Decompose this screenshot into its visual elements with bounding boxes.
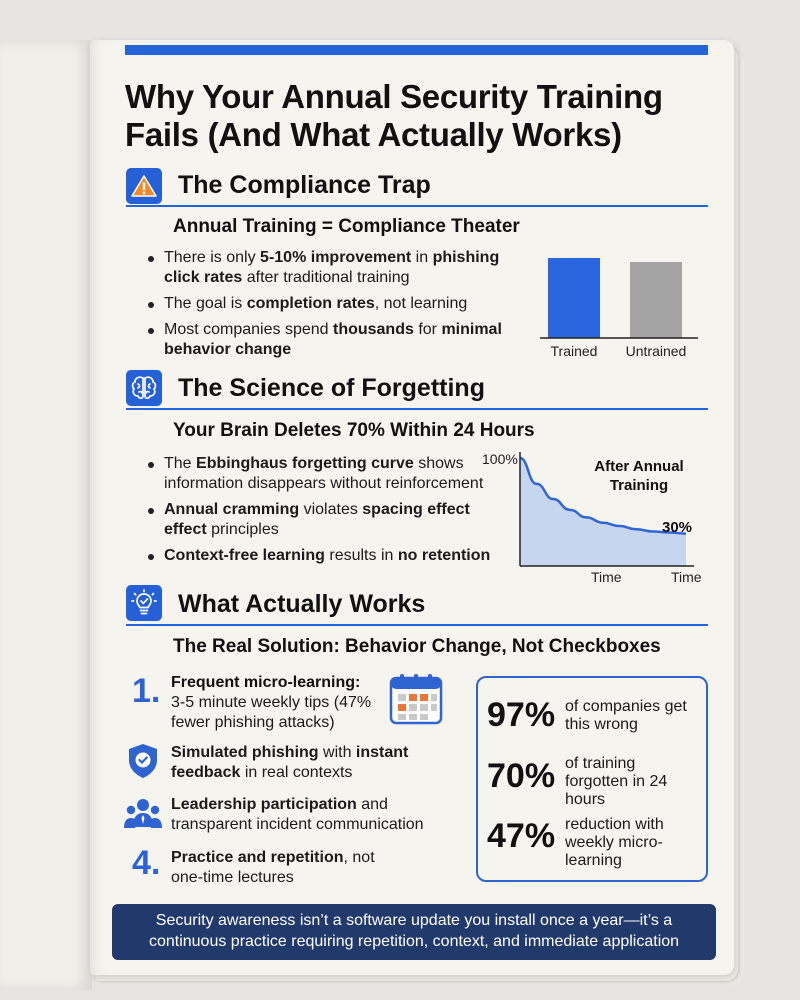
bullet-list-compliance	[146, 248, 516, 366]
bold-text: Simulated phishing	[171, 744, 319, 761]
bold-text: no retention	[397, 547, 491, 564]
text-span: results in	[324, 547, 398, 564]
bold-text: phishing click rates	[164, 249, 500, 286]
text-span: , not learning	[374, 295, 468, 312]
text-span: The	[164, 455, 197, 472]
works-item-2	[171, 743, 471, 783]
text-span: , not one-time lectures	[171, 849, 375, 886]
bold-text: Annual cramming	[164, 501, 300, 518]
text-span: shows information disappears without reinforcement	[164, 455, 484, 492]
top-accent-bar	[125, 45, 708, 55]
works-item-text: 3-5 minute weekly tips (47% fewer phishing attacks)	[171, 694, 372, 731]
stat-label: reduction with weekly micro-learning	[565, 816, 664, 869]
text-span: and transparent incident communication	[171, 796, 424, 833]
works-item-4	[171, 848, 411, 888]
bold-text: Ebbinghaus forgetting curve	[196, 455, 414, 472]
bold-text: thousands	[332, 321, 414, 338]
section-divider	[126, 624, 708, 626]
works-item-1	[171, 673, 386, 733]
section-title-works: What Actually Works	[178, 590, 426, 618]
bold-text: 5-10% improvement	[260, 249, 412, 266]
stat-label: of training forgotten in 24 hours	[565, 755, 668, 808]
bar-trained	[548, 258, 600, 338]
text-span: in real contexts	[240, 764, 353, 781]
works-item-text	[171, 743, 471, 783]
lightbulb-icon	[126, 585, 162, 621]
bar-chart	[530, 248, 708, 363]
text-span: in	[411, 249, 433, 266]
step-number-1: 1.	[132, 672, 161, 710]
text-span: for	[413, 321, 442, 338]
text-span: Most companies spend	[164, 321, 333, 338]
section-divider	[126, 408, 708, 410]
stat-value: 47%	[487, 817, 556, 855]
bullet-item	[146, 546, 516, 566]
bold-text: instant feedback	[171, 744, 409, 781]
shield-check-icon	[126, 742, 160, 785]
bullet-item	[146, 248, 516, 288]
bar-category-label: Trained	[550, 343, 598, 359]
works-item-text	[171, 848, 411, 888]
y-axis-tick-label: 100%	[482, 451, 518, 467]
page-title: Why Your Annual Security Training Fails (And What Actually Works)	[125, 78, 663, 153]
section-subtitle-forgetting: Your Brain Deletes 70% Within 24 Hours	[173, 420, 535, 441]
text-span: There is only	[164, 249, 261, 266]
bullet-list-forgetting	[146, 454, 516, 572]
works-item-text	[171, 795, 471, 835]
warning-icon	[126, 168, 162, 204]
bold-text: Practice and repetition	[171, 849, 344, 866]
curve-chart-title: After Annual Training	[594, 458, 684, 494]
team-icon	[124, 797, 162, 836]
section-title-forgetting: The Science of Forgetting	[178, 374, 485, 402]
x-axis-label: Time	[591, 569, 622, 585]
bold-text: completion rates	[246, 295, 375, 312]
bullet-item	[146, 320, 516, 360]
stat-value: 70%	[487, 757, 556, 795]
bold-text: minimal behavior change	[164, 321, 502, 358]
text-span: violates	[299, 501, 363, 518]
bullet-item	[146, 500, 516, 540]
section-subtitle-works: The Real Solution: Behavior Change, Not Checkboxes	[173, 636, 661, 657]
stat-label: of companies get this wrong	[565, 698, 687, 733]
footer-banner: Security awareness isn’t a software update you install once a year—it’s a continuous practice requiring repetition, context, and immediate application	[112, 904, 716, 960]
stat-value: 97%	[487, 696, 556, 734]
step-number-4: 4.	[132, 844, 161, 882]
works-item-title: Frequent micro-learning:	[171, 674, 361, 691]
text-span: with	[318, 744, 356, 761]
bold-text: spacing effect effect	[164, 501, 470, 538]
section-subtitle-compliance: Annual Training = Compliance Theater	[173, 216, 520, 237]
text-span: after traditional training	[242, 269, 410, 286]
bold-text: Context-free learning	[164, 547, 325, 564]
section-divider	[126, 205, 708, 207]
curve-end-label: 30%	[662, 519, 693, 536]
x-axis-label: Time	[671, 569, 702, 585]
text-span: principles	[206, 521, 279, 538]
bullet-item	[146, 294, 516, 314]
bar-untrained	[630, 262, 682, 338]
calendar-icon	[388, 672, 444, 731]
text-span: The goal is	[164, 295, 247, 312]
brain-icon	[126, 370, 162, 406]
works-item-3	[171, 795, 471, 835]
bar-category-label: Untrained	[625, 343, 687, 359]
bold-text: Leadership participation	[171, 796, 357, 813]
bullet-item	[146, 454, 516, 494]
section-title-compliance: The Compliance Trap	[178, 171, 431, 199]
left-page	[0, 40, 92, 990]
